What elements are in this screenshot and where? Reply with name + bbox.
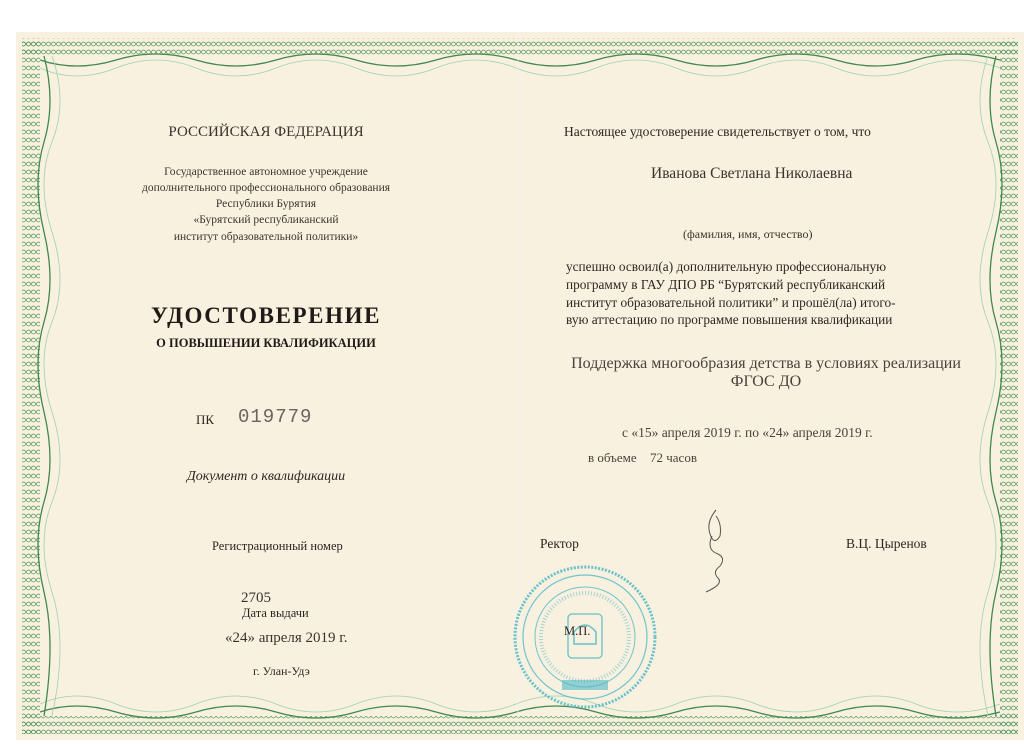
institution-line-5: институт образовательной политики» bbox=[173, 231, 359, 243]
certificate-number: 019779 bbox=[238, 406, 313, 428]
seal-placeholder-label: М.П. bbox=[564, 624, 591, 638]
institution-line-3: Республики Бурятия bbox=[215, 198, 317, 210]
series-label: ПК bbox=[196, 412, 215, 427]
body-line-1: успешно освоил(а) дополнительную профессиональную bbox=[566, 259, 887, 274]
certificate-paper bbox=[16, 32, 1024, 740]
recipient-name: Иванова Светлана Николаевна bbox=[651, 165, 853, 182]
institution-line-1: Государственное автономное учреждение bbox=[164, 166, 368, 178]
institution-line-2: дополнительного профессионального образования bbox=[141, 182, 391, 194]
issue-date-label: Дата выдачи bbox=[242, 606, 309, 620]
institution-line-4: «Бурятский республиканский bbox=[193, 214, 339, 226]
signature-mark bbox=[696, 506, 736, 596]
registration-number: 2705 bbox=[241, 590, 271, 606]
volume-label: в объеме bbox=[588, 450, 637, 465]
name-caption: (фамилия, имя, отчество) bbox=[683, 227, 813, 241]
volume-hours: 72 часов bbox=[650, 450, 697, 465]
signer-title: Ректор bbox=[540, 536, 579, 551]
document-subtitle: О ПОВЫШЕНИИ КВАЛИФИКАЦИИ bbox=[156, 336, 376, 350]
country-heading: РОССИЙСКАЯ ФЕДЕРАЦИЯ bbox=[168, 124, 364, 140]
registration-label: Регистрационный номер bbox=[212, 539, 343, 553]
document-type: Документ о квалификации bbox=[186, 469, 346, 484]
program-title-line-1: Поддержка многообразия детства в условиях реализации bbox=[571, 355, 961, 372]
issue-date: «24» апреля 2019 г. bbox=[225, 630, 348, 646]
issue-city: г. Улан-Удэ bbox=[253, 664, 310, 678]
document-title: УДОСТОВЕРЕНИЕ bbox=[150, 303, 382, 328]
intro-text: Настоящее удостоверение свидетельствует о том, что bbox=[564, 124, 871, 139]
body-line-4: вую аттестацию по программе повышения квалификации bbox=[566, 312, 893, 327]
study-period: с «15» апреля 2019 г. по «24» апреля 2019 г. bbox=[622, 425, 873, 440]
body-line-2: программу в ГАУ ДПО РБ “Бурятский республиканский bbox=[566, 277, 886, 292]
signer-name: В.Ц. Цыренов bbox=[846, 536, 927, 551]
program-title-line-2: ФГОС ДО bbox=[730, 373, 802, 390]
body-line-3: институт образовательной политики” и прошёл(ла) итого- bbox=[566, 295, 896, 310]
